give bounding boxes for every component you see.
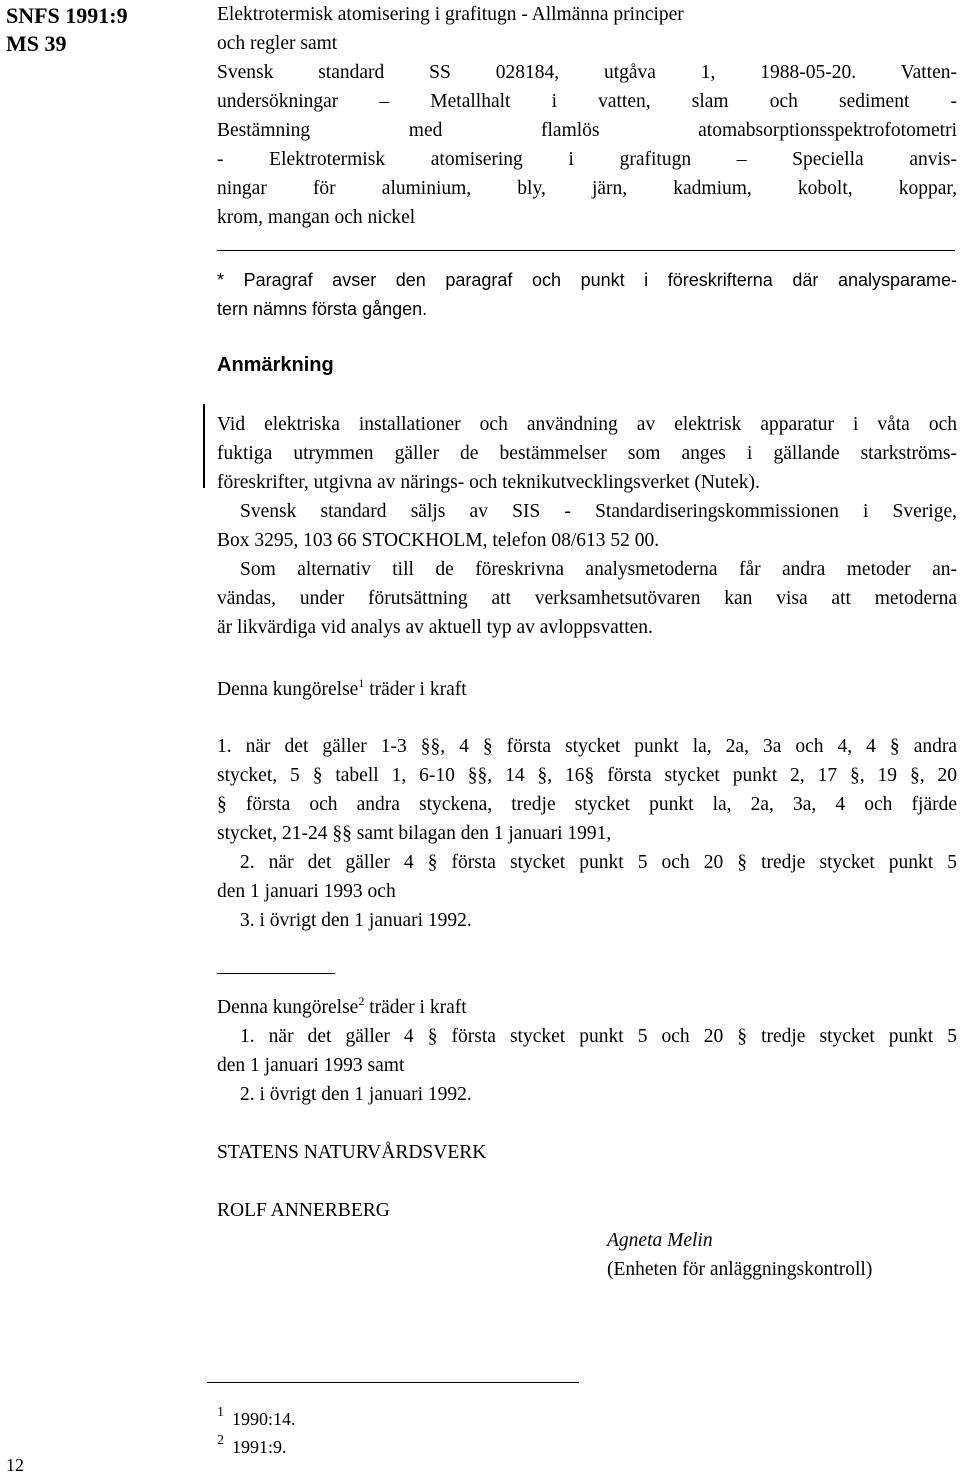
footnote-rule bbox=[207, 1382, 579, 1383]
remark-heading: Anmärkning bbox=[217, 354, 334, 376]
reference-line: Elektrotermisk atomisering i grafitugn - Allmänna principer bbox=[217, 4, 684, 25]
footnote-text: 1990:14. bbox=[232, 1409, 296, 1429]
reference-line: krom, mangan och nickel bbox=[217, 207, 416, 228]
reference-line: och regler samt bbox=[217, 33, 338, 54]
reference-line: undersökningar – Metallhalt i vatten, slam och sediment - bbox=[217, 91, 957, 112]
cosigner-unit: (Enheten för anläggningskontroll) bbox=[607, 1259, 873, 1280]
decree-line: stycket, 5 § tabell 1, 6-10 §§, 14 §, 16§ första stycket punkt 2, 17 §, 19 §, 20 bbox=[217, 765, 957, 786]
document-header bbox=[6, 2, 128, 58]
footnote-number: 2 bbox=[217, 1433, 224, 1448]
decree-line: 2. när det gäller 4 § första stycket punkt 5 och 20 § tredje stycket punkt 5 bbox=[240, 852, 957, 873]
footnote-number: 1 bbox=[217, 1405, 224, 1420]
document-subcode: MS 39 bbox=[6, 31, 67, 56]
note-line: * Paragraf avser den paragraf och punkt i föreskrifterna där analysparame- bbox=[217, 270, 957, 290]
cosigner-name: Agneta Melin bbox=[607, 1230, 713, 1251]
decree-line: § första och andra styckena, tredje stycket punkt la, 2a, 3a, 4 och fjärde bbox=[217, 794, 957, 815]
remark-body bbox=[217, 410, 957, 642]
reference-line: - Elektrotermisk atomisering i grafitugn – Speciella anvis- bbox=[217, 149, 957, 170]
body-line: föreskrifter, utgivna av närings- och teknikutvecklingsverket (Nutek). bbox=[217, 472, 760, 493]
decree-line: stycket, 21-24 §§ samt bilagan den 1 januari 1991, bbox=[217, 823, 612, 844]
separator-rule bbox=[217, 250, 955, 251]
decree-1-heading: Denna kungörelse$^1$ träder i kraft bbox=[217, 676, 467, 700]
decree-line: den 1 januari 1993 samt bbox=[217, 1055, 405, 1076]
note-line: tern nämns första gången. bbox=[217, 299, 428, 319]
footnote-ref-2: 2 bbox=[358, 994, 365, 1008]
decree-line: 2. i övrigt den 1 januari 1992. bbox=[240, 1084, 472, 1105]
body-line: Box 3295, 103 66 STOCKHOLM, telefon 08/613 52 00. bbox=[217, 530, 660, 551]
footnote-text: 1991:9. bbox=[232, 1437, 287, 1457]
decree-1-items bbox=[217, 732, 957, 935]
body-line: Vid elektriska installationer och användning av elektrisk apparatur i våta och bbox=[217, 414, 957, 435]
footnote-2 bbox=[217, 1428, 287, 1460]
revision-bar bbox=[203, 404, 205, 488]
agency-name: STATENS NATURVÅRDSVERK bbox=[217, 1142, 487, 1163]
decree-line: 1. när det gäller 4 § första stycket punkt 5 och 20 § tredje stycket punkt 5 bbox=[240, 1026, 957, 1047]
reference-line: Bestämning med flamlös atomabsorptionsspektrofotometri bbox=[217, 120, 957, 141]
decree-2-heading: Denna kungörelse$^2$ träder i kraft bbox=[217, 994, 467, 1018]
body-line: vändas, under förutsättning att verksamhetsutövaren kan visa att metoderna bbox=[217, 588, 957, 609]
paragraph-note bbox=[217, 266, 957, 324]
reference-line: ningar för aluminium, bly, järn, kadmium, kobolt, koppar, bbox=[217, 178, 957, 199]
body-line: Svensk standard säljs av SIS - Standardiseringskommissionen i Sverige, bbox=[240, 501, 957, 522]
decree-line: 1. när det gäller 1-3 §§, 4 § första stycket punkt la, 2a, 3a och 4, 4 § andra bbox=[217, 736, 957, 757]
decree-line: den 1 januari 1993 och bbox=[217, 881, 396, 902]
decree-2-items bbox=[217, 1022, 957, 1109]
body-line: fuktiga utrymmen gäller de bestämmelser som anges i gällande starkströms- bbox=[217, 443, 957, 464]
footnote-ref-1: 1 bbox=[358, 676, 365, 690]
signer-name: ROLF ANNERBERG bbox=[217, 1200, 390, 1221]
reference-line: Svensk standard SS 028184, utgåva 1, 1988-05-20. Vatten- bbox=[217, 62, 957, 83]
document-code: SNFS 1991:9 bbox=[6, 3, 128, 28]
body-line: Som alternativ till de föreskrivna analysmetoderna får andra metoder an- bbox=[240, 559, 957, 580]
page-number: 12 bbox=[6, 1455, 24, 1475]
body-line: är likvärdiga vid analys av aktuell typ av avloppsvatten. bbox=[217, 617, 653, 638]
decree-line: 3. i övrigt den 1 januari 1992. bbox=[240, 910, 472, 931]
standards-references bbox=[217, 0, 957, 232]
short-separator-rule bbox=[217, 973, 335, 974]
